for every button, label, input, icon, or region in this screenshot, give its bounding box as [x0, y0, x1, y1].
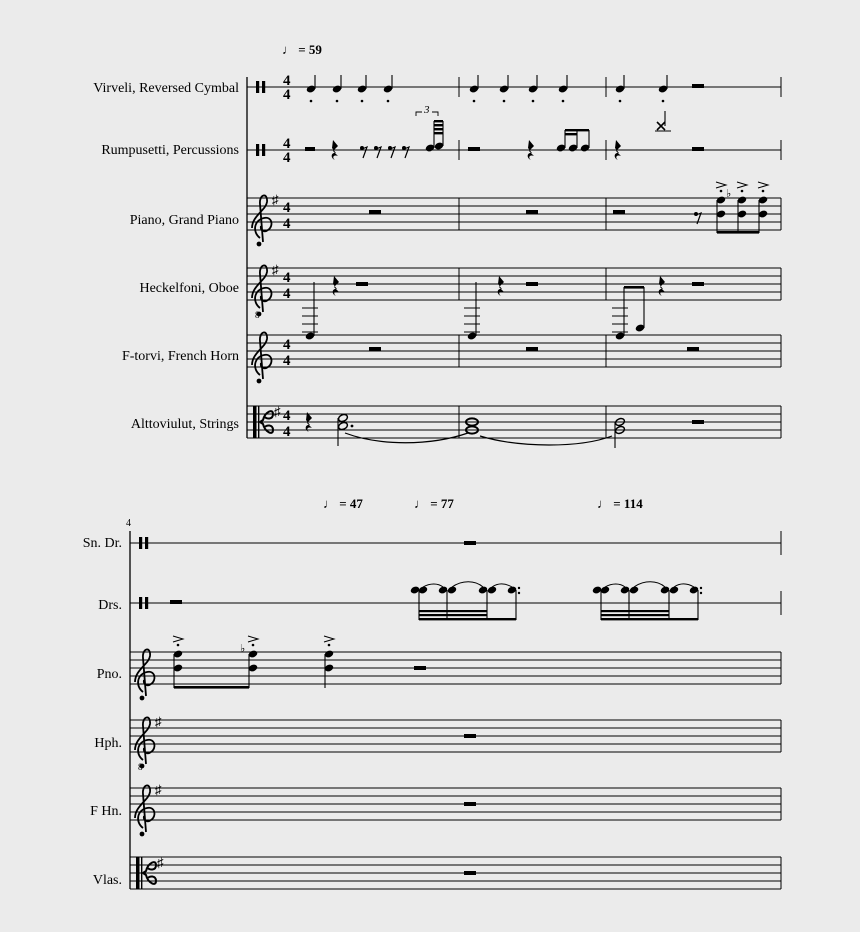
staff-alttoviulut	[131, 404, 781, 448]
svg-text:♭: ♭	[240, 643, 246, 655]
cymbal-notes	[306, 75, 669, 102]
measure-number: 4	[126, 518, 131, 529]
staff-violas-2	[93, 855, 781, 889]
staff-piano-2	[97, 636, 781, 700]
staff-f-torvi	[122, 332, 781, 383]
system-1	[93, 42, 781, 448]
staff-piano	[130, 182, 781, 246]
tempo-mark-3: ♩ = 114	[597, 496, 643, 511]
svg-text:4: 4	[283, 270, 291, 286]
tuplet-number: 3	[424, 104, 430, 116]
svg-text:4: 4	[283, 200, 291, 216]
svg-text:4: 4	[283, 73, 291, 89]
staff-snare-drum	[83, 531, 781, 555]
instrument-label: F-torvi, French Horn	[121, 349, 239, 364]
instrument-label: Sn. Dr.	[82, 536, 122, 551]
svg-text:♯: ♯	[272, 262, 279, 277]
tempo-mark: ♩ = 59	[282, 42, 322, 57]
instrument-label: Vlas.	[92, 873, 122, 888]
drum-roll-group-1	[410, 582, 520, 621]
svg-text:4: 4	[283, 286, 291, 302]
piano-chords-2	[173, 636, 335, 689]
svg-text:4: 4	[283, 424, 291, 440]
staff-drums	[98, 582, 781, 621]
system-2	[83, 496, 781, 889]
instrument-label: Pno.	[96, 667, 122, 682]
svg-text:4: 4	[283, 136, 291, 152]
staff-rumpusetti	[101, 104, 781, 166]
octave-mark: 8	[255, 310, 260, 320]
svg-text:♯: ♯	[157, 855, 164, 870]
crash-note	[655, 111, 671, 131]
svg-text:4: 4	[283, 216, 291, 232]
instrument-label: Heckelfoni, Oboe	[139, 281, 239, 296]
staff-virveli	[93, 73, 781, 103]
svg-text:4: 4	[283, 408, 291, 424]
drum-roll-group-2	[592, 582, 702, 621]
instrument-label: Alttoviulut, Strings	[130, 417, 239, 432]
svg-text:♯: ♯	[274, 404, 281, 419]
instrument-label: Drs.	[98, 598, 122, 613]
staff-french-horn-2	[90, 782, 781, 836]
svg-text:4: 4	[283, 337, 291, 353]
instrument-label: Hph.	[94, 736, 122, 751]
instrument-label: Virveli, Reversed Cymbal	[93, 81, 239, 96]
svg-text:4: 4	[283, 87, 291, 103]
instrument-label: Rumpusetti, Percussions	[101, 143, 239, 158]
staff-heckelfoni	[139, 262, 781, 341]
svg-text:4: 4	[283, 353, 291, 369]
piano-chords	[716, 182, 769, 234]
instrument-label: F Hn.	[90, 804, 122, 819]
svg-text:♯: ♯	[155, 714, 162, 729]
time-signature	[283, 73, 291, 103]
tempo-mark-2: ♩ = 77	[414, 496, 454, 511]
svg-text:4: 4	[283, 150, 291, 166]
svg-text:♭: ♭	[726, 188, 732, 200]
tempo-mark-1: ♩ = 47	[323, 496, 363, 511]
svg-text:♯: ♯	[272, 192, 279, 207]
instrument-label: Piano, Grand Piano	[129, 213, 239, 228]
staff-heckelphone-2	[94, 714, 781, 772]
svg-text:♯: ♯	[155, 782, 162, 797]
octave-mark: 8	[138, 762, 143, 772]
